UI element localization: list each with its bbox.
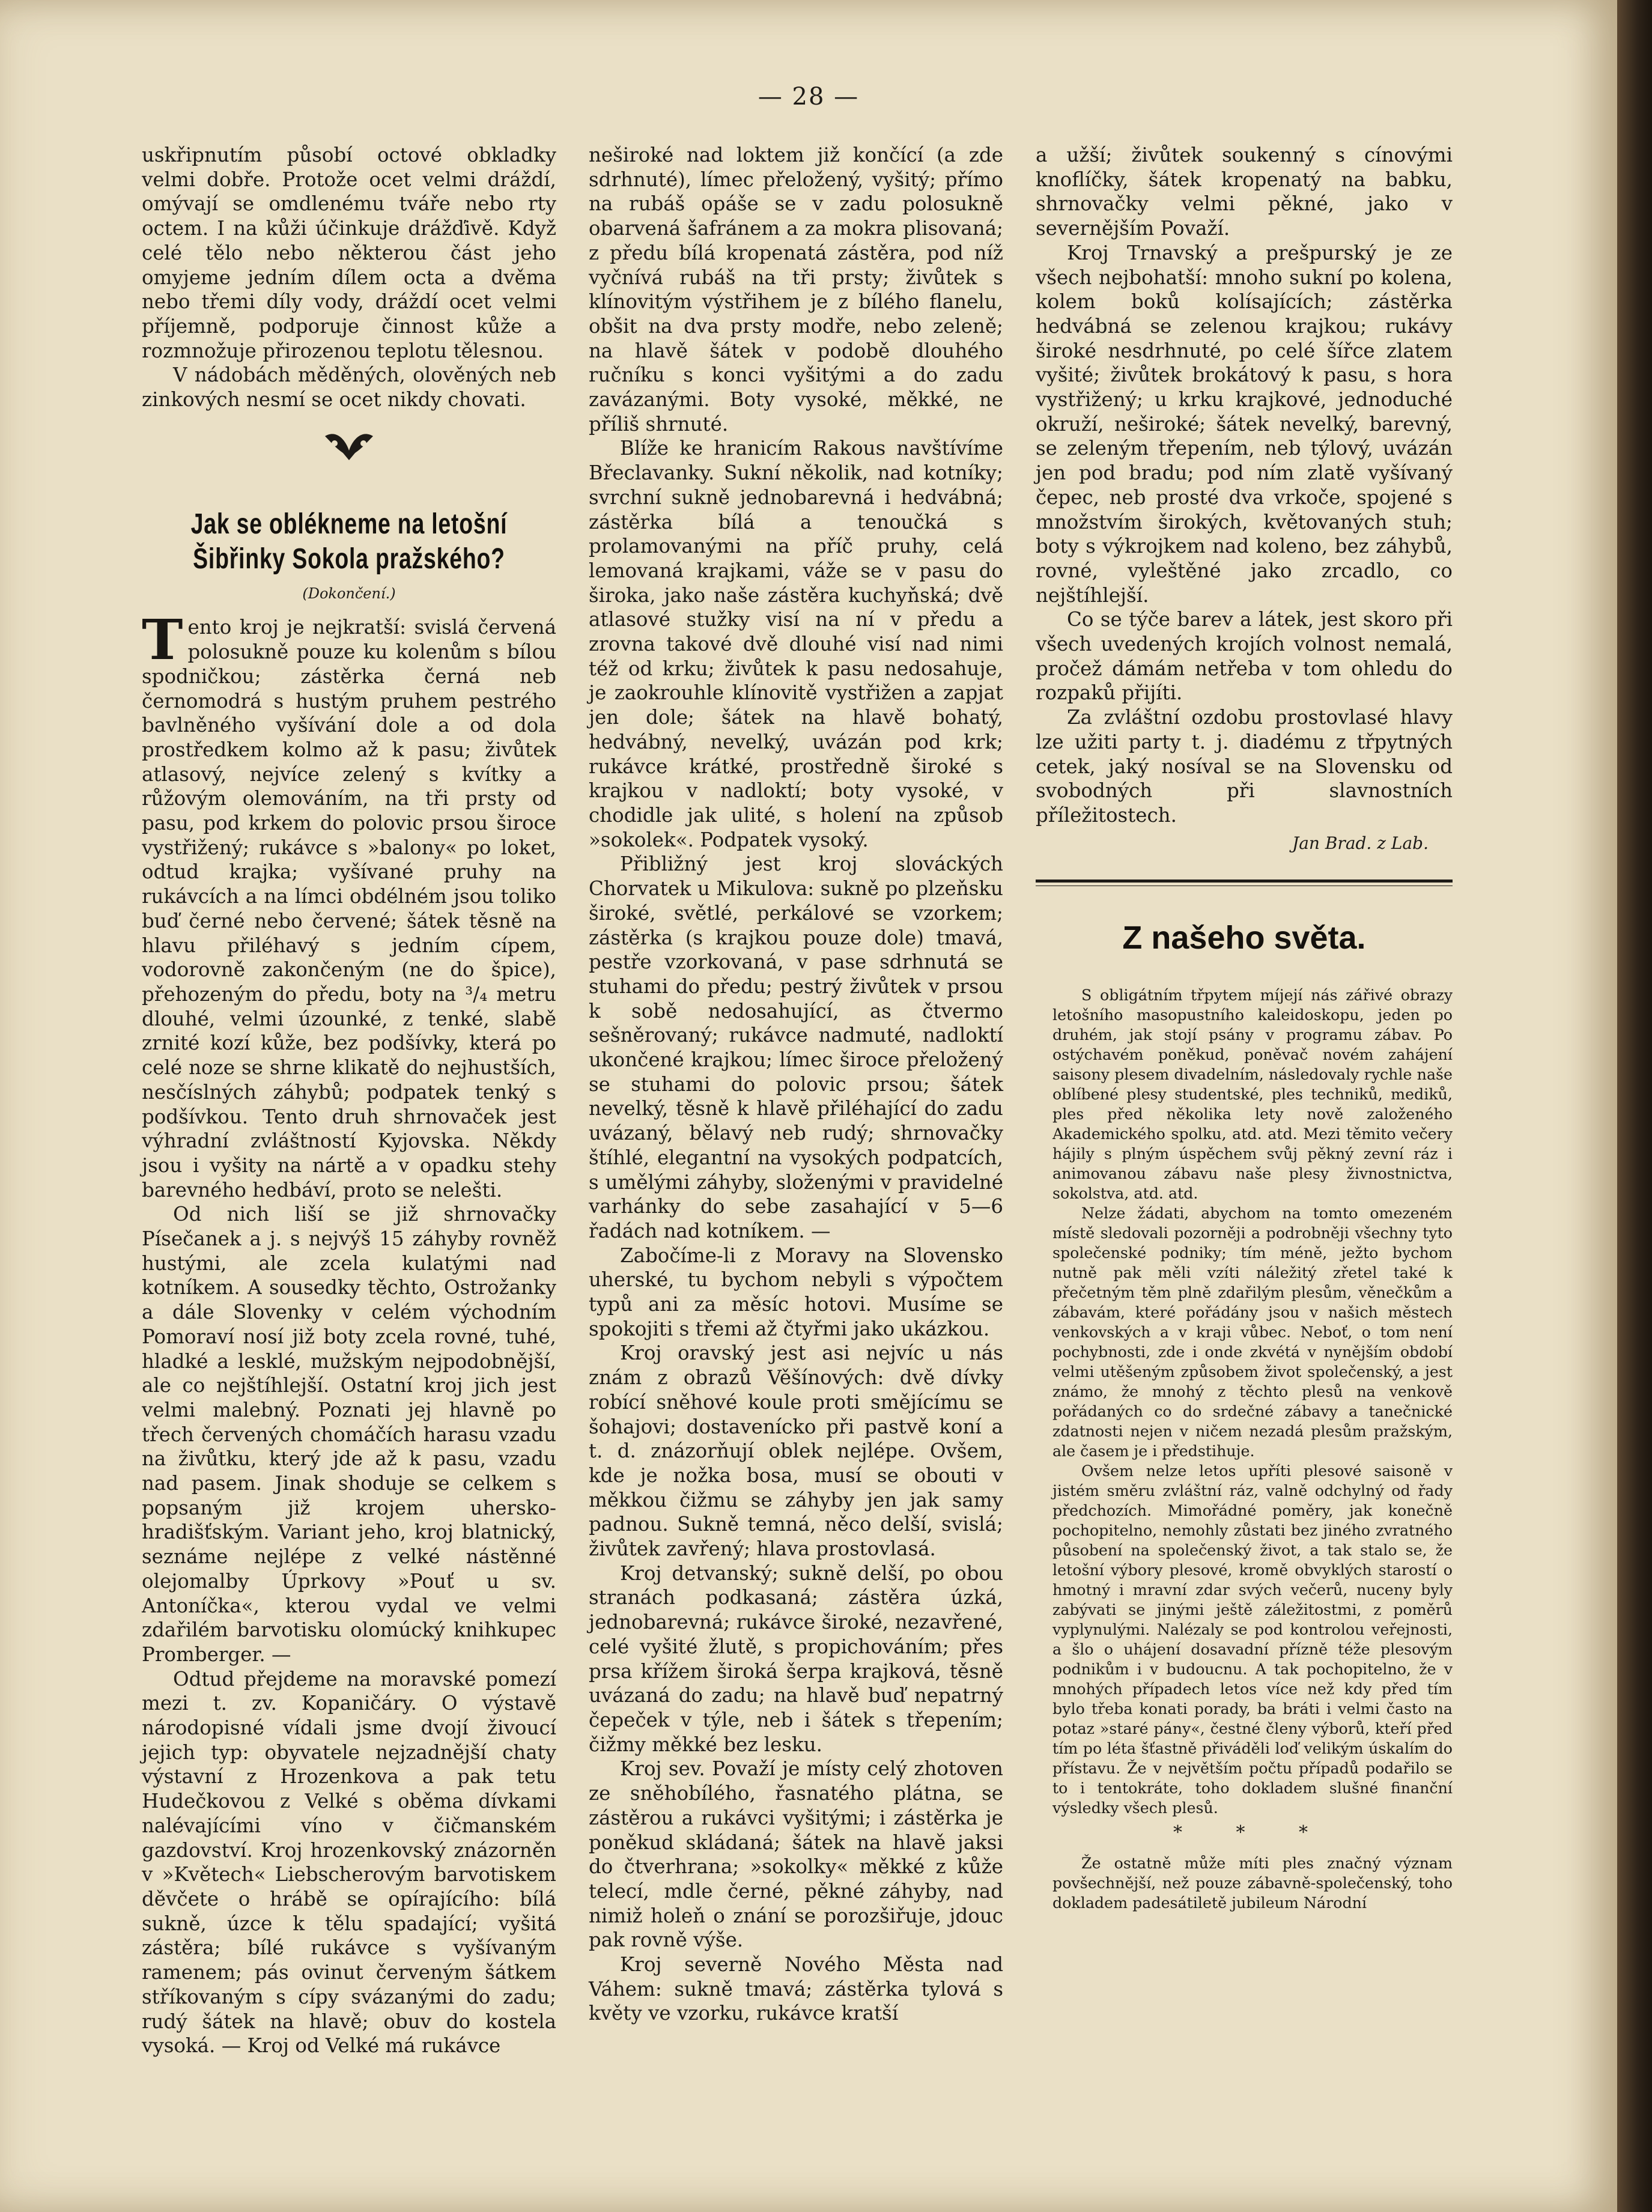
- asterism: * * *: [1173, 1822, 1332, 1843]
- column-3: [1036, 143, 1453, 855]
- paragraph: Kroj severně Nového Města nad Váhem: sukně tmavá; zástěrka tylová s květy ve vzorku, rukávce kratší: [589, 1953, 1003, 2025]
- section-body: [1052, 985, 1453, 1913]
- author-signature: Jan Brad. z Lab.: [1292, 833, 1429, 853]
- book-spine: [1617, 0, 1652, 2212]
- article-headline: Jak se oblékneme na letošní Šibřinky Sokola pražského?: [190, 508, 508, 575]
- paragraph: Kroj oravský jest asi nejvíc u nás znám z obrazů Věšínových: dvě dívky robící sněhové koule proti smějícímu se šohajovi; dostavenícko při pastvě koní a t. d. znázorňují oblek nejlépe. Ovšem, kde je nožka bosa, musí se obouti v měkkou čižmu se záhyby jen jak samy padnou. Sukně temná, něco delší, svislá; živůtek zavřený; hlava prostovlasá.: [589, 1341, 1003, 1561]
- ornament-icon: [142, 423, 556, 471]
- paragraph: Nelze žádati, abychom na tomto omezeném místě sledovali pozorněji a podrobněji všechny tyto společenské podniky; tím méně, ježto bychom nutně pak měli vzíti náležitý zřetel také k přečetným těm plně zdařilým plesům, věnečkům a zábavám, které pořádány jsou v našich městech venkovských a v kraji vůbec. Neboť, o tom není pochybnosti, zde i onde zkvétá v nynějším období velmi utěšeným způsobem život společenský, a jest známo, že mnohý z těchto plesů na venkově pořádaných co do srdečné zábavy a tanečnické zdatnosti nejen v ničem nezadá plesům pražským, ale časem je i předstihuje.: [1052, 1205, 1453, 1460]
- column-1: [142, 143, 556, 2058]
- section-title: Z našeho světa.: [1122, 920, 1366, 956]
- paragraph: Ovšem nelze letos upříti plesové saisoně v jistém směru zvláštní ráz, valně odchylný od řady předchozích. Mimořádné poměry, jak konečně pochopitelno, nemohly zůstati bez jiného zvratného působení na společenský život, a tak stalo se, že letošní výbory plesové, kromě obvyklých starostí o hmotný i mravní zdar svých večerů, nuceny byly zabývati se jinými ještě záležitostmi, z poměrů vyplynulými. Nalézaly se pod kontrolou veřejnosti, a šlo o uhájení dosavadní přízně téže plesovým podnikům i v budoucnu. A tak pochopitelno, že v mnohých případech letos více než kdy před tím bylo třeba konati porady, ba bráti i velmi často na potaz »staré pány«, čestné členy výborů, kteří před tím po léta šťastně přiváděli loď velikým úskalím do přístavu. Že v největším počtu případů podařilo se to i tentokráte, toho dokladem slušné finanční výsledky všech plesů.: [1052, 1462, 1453, 1817]
- paragraph: neširoké nad loktem již končící (a zde sdrhnuté), límec přeložený, vyšitý; přímo na rubáš opáše se v zadu polosukně obarvená šafránem a za mokra plisovaná; z předu bílá kropenatá zástěra, pod níž vyčnívá rubáš na tři prsty; živůtek s klínovitým výstřihem je z bílého flanelu, obšit na dva prsty modře, nebo zeleně; na hlavě šátek v podobě dlouhého ručníku s konci vyšitými a do zadu zavázanými. Boty vysoké, měkké, ne příliš shrnuté.: [589, 144, 1003, 436]
- column-2: [589, 143, 1003, 2026]
- paragraph: Přibližný jest kroj slováckých Chorvatek u Mikulova: sukně po plzeňsku široké, světlé, perkálové se vzorkem; zástěrka (s krajkou pouze dole) tmavá, pestře vzorkovaná, v pase sdrhnutá se stuhami do předu; pestrý živůtek v prsou k sobě nedosahující, as čtvermo sešněrovaný; rukávce nadmuté, nadloktí ukončené krajkou; límec široce přeložený se stuhami do polovic prsou; šátek nevelký, těsně k hlavě přiléhající do zadu uvázaný, bělavý neb rudý; shrnovačky štíhlé, elegantní na vysokých podpatcích, s umělými záhyby, složenými v pravidelné varhánky do sebe zasahající v 5—6 řadách nad kotníkem. —: [589, 852, 1003, 1242]
- paragraph: Kroj detvanský; sukně delší, po obou stranách podkasaná; zástěra úzká, jednobarevná; rukávce široké, nezavřené, celé vyšité žlutě, s propichováním; přes prsa křížem široká šerpa krajková, těsně uvázaná do zadu; na hlavě buď nepatrný čepeček v týle, neb i šátek s třepením; čižmy měkké bez lesku.: [589, 1561, 1003, 1756]
- section-divider-thick: [1036, 880, 1453, 883]
- paragraph: V nádobách měděných, olověných neb zinkových nesmí se ocet nikdy chovati.: [142, 363, 556, 412]
- paragraph: Blíže ke hranicím Rakous navštívíme Břeclavanky. Sukní několik, nad kotníky; svrchní sukně jednobarevná i hedvábná; zástěrka bílá a tenoučká s prolamovanými na příč pruhy, celá lemovaná krajkami, váže se v pasu do široka, jako naše zástěra kuchyňská; dvě atlasové stužky visí na ní v předu a zrovna takové dvě dlouhé visí nad nimi též od krku; živůtek k pasu nedosahuje, je zaokrouhle klínovitě vystřižen a zapjat jen dole; šátek na hlavě bohatý, hedvábný, nevelký, uvázán pod krk; rukávce krátké, prostředně široké s krajkou v nadloktí; boty vysoké, v chodidle jak ulité, s holení na způsob »sokolek«. Podpatek vysoký.: [589, 437, 1003, 851]
- paragraph: Od nich liší se již shrnovačky Písečanek a j. s nejvýš 15 záhyby rovněž hustými, ale zcela kulatými nad kotníkem. A sousedky těchto, Ostrožanky a dále Slovenky v celém východním Pomoraví nosí již boty zcela rovné, tuhé, hladké a lesklé, mužským nejpodobnější, ale co nejštíhlejší. Ostatní kroj jich jest velmi malebný. Poznati jej hlavně po třech červených chomáčích harasu vzadu na živůtku, který jde až k pasu, vzadu nad pasem. Jinak shoduje se celkem s popsaným již krojem uhersko-hradišťským. Variant jeho, kroj blatnický, seznáme nejlépe z velké nástěnné olejomalby Úprkovy »Pouť u sv. Antoníčka«, kterou vydal ve velmi zdařilém barvotisku olomúcký knihkupec Promberger. —: [142, 1203, 556, 1666]
- paragraph: Kroj Trnavský a prešpurský je ze všech nejbohatší: mnoho sukní po kolena, kolem boků kolísajících; zástěrka hedvábná se zelenou krajkou; rukávy široké nesdrhnuté, po celé šířce zlatem vyšité; živůtek brokátový k pasu, s hora vystřižený; u krku krajkové, jednoduché okruží, neširoké; šátek nevelký, barevný, se zeleným třepením, neb týlový, uvázán jen pod bradu; pod ním zlatě vyšívaný čepec, neb prosté dva vrkoče, spojené s množstvím širokých, květovaných stuh; boty s výkrojkem nad koleno, bez záhybů, rovné, vyleštěné jako zrcadlo, co nejštíhlejší.: [1036, 241, 1453, 607]
- paragraph: Co se týče barev a látek, jest skoro při všech uvedených krojích volnost nemalá, pročež dámám netřeba v tom ohledu do rozpaků přijíti.: [1036, 608, 1453, 705]
- paragraph-with-dropcap: [142, 607, 556, 1202]
- paragraph: a užší; živůtek soukenný s cínovými knoflíčky, šátek kropenatý na babku, shrnovačky velmi pěkné, jako v severnějším Považí.: [1036, 144, 1453, 240]
- paragraph: Kroj sev. Považí je místy celý zhotoven ze sněhobílého, řasnatého plátna, se zástěrou a rukávci vyšitými; i zástěrka je poněkud skládaná; šátek na hlavě jaksi do čtverhrana; »sokolky« měkké z kůže telecí, mdle černé, pěkné záhyby, nad nimiž holeň o znání se porozšiřuje, jdouc pak rovně výše.: [589, 1757, 1003, 1952]
- dropcap-letter: T: [142, 607, 183, 673]
- paragraph: Že ostatně může míti ples značný význam povšechnější, než pouze zábavně-společenský, toho dokladem padesátiletě jubileum Národní: [1052, 1855, 1453, 1912]
- paragraph-text: ento kroj je nejkratší: svislá červená polosukně pouze ku kolenům s bílou spodničkou; zástěrka černá neb černomodrá s hustým pruhem pestrého bavlněného vyšívání dole a od dola prostředkem kolmo až k pasu; živůtek atlasový, nejvíce zelený s kvítky a růžovým olemováním, na tři prsty od pasu, pod krkem do polovic prsou široce vystřižený; rukávce s »balony« po loket, odtud krajka; vyšívané pruhy na rukávcích a na límci obdélném jsou toliko buď černé nebo červené; šátek těsně na hlavu přiléhavý s jedním cípem, vodorovně zakončeným (ne do špice), přehozeným do předu, boty na ³/₄ metru dlouhé, velmi úzounké, z tenké, slabě zrnité kozí kůže, bez podšívky, která po celé noze se shrne klikatě do nejhustších, nesčíslných záhybů; podpatek tenký s podšívkou. Tento druh shrnovaček jest výhradní zvláštností Kyjovska. Někdy jsou i vyšity na nártě a v opadku stehy barevného hedbáví, proto se nelešti.: [142, 616, 556, 1202]
- paragraph: Za zvláštní ozdobu prostovlasé hlavy lze užiti party t. j. diadému z třpytných cetek, jaký nosíval se na Slovensku od svobodných při slavnostních příležitostech.: [1036, 706, 1453, 827]
- article-continuation-paragraph: uskřipnutím působí octové obkladky velmi dobře. Protože ocet velmi dráždí, omývají se omdlenému tváře nebo rty octem. I na kůži účinkuje drážďivě. Když celé tělo nebo některou část jeho omyjeme jedním dílem octa a dvěma nebo třemi díly vody, dráždí ocet velmi příjemně, podporuje činnost kůže a rozmnožuje přirozenou teplotu tělesnou.: [142, 144, 556, 362]
- paragraph: Odtud přejdeme na moravské pomezí mezi t. zv. Kopaničáry. O výstavě národopisné vídali jsme dvojí živoucí jejich typ: obyvatele nejzadnější chaty výstavní z Hrozenkova a pak tetu Hudečkovou z Velké s oběma dívkami nalévajícími víno v čičmanském gazdovství. Kroj hrozenkovský znázorněn v »Květech« Liebscherovým barvotiskem děvčete o hrábě se opírajícího: bílá sukně, úzce k tělu spadající; vyšitá zástěra; bílé rukávce s vyšívaným ramenem; pás ovinut červeným šátkem stříkovaným s cípy svázanými do zadu; rudý šátek na hlavě; obuv do kostela vysoká. — Kroj od Velké má rukávce: [142, 1667, 556, 2058]
- continuation-note: (Dokončení.): [302, 585, 396, 602]
- paragraph: Zabočíme-li z Moravy na Slovensko uherské, tu bychom nebyli s výpočtem typů ani za měsíc hotovi. Musíme se spokojiti s třemi až čtyřmi jako ukázkou.: [589, 1244, 1003, 1340]
- paragraph: S obligátním třpytem míjejí nás zářivé obrazy letošního masopustního kaleidoskopu, jeden po druhém, jak stojí psány v programu zábav. Po ostýchavém poněkud, poněvač novém zahájení saisony plesem divadelním, následovaly rychle naše oblíbené plesy studentské, ples techniků, mediků, ples před několika lety nově založeného Akademického spolku, atd. atd. Mezi těmito večery hájily s plným úspěchem svůj pěkný zevní ráz i animovanou zábavu naše plesy živnostnictva, sokolstva, atd. atd.: [1052, 986, 1453, 1202]
- page-number: — 28 —: [758, 83, 860, 111]
